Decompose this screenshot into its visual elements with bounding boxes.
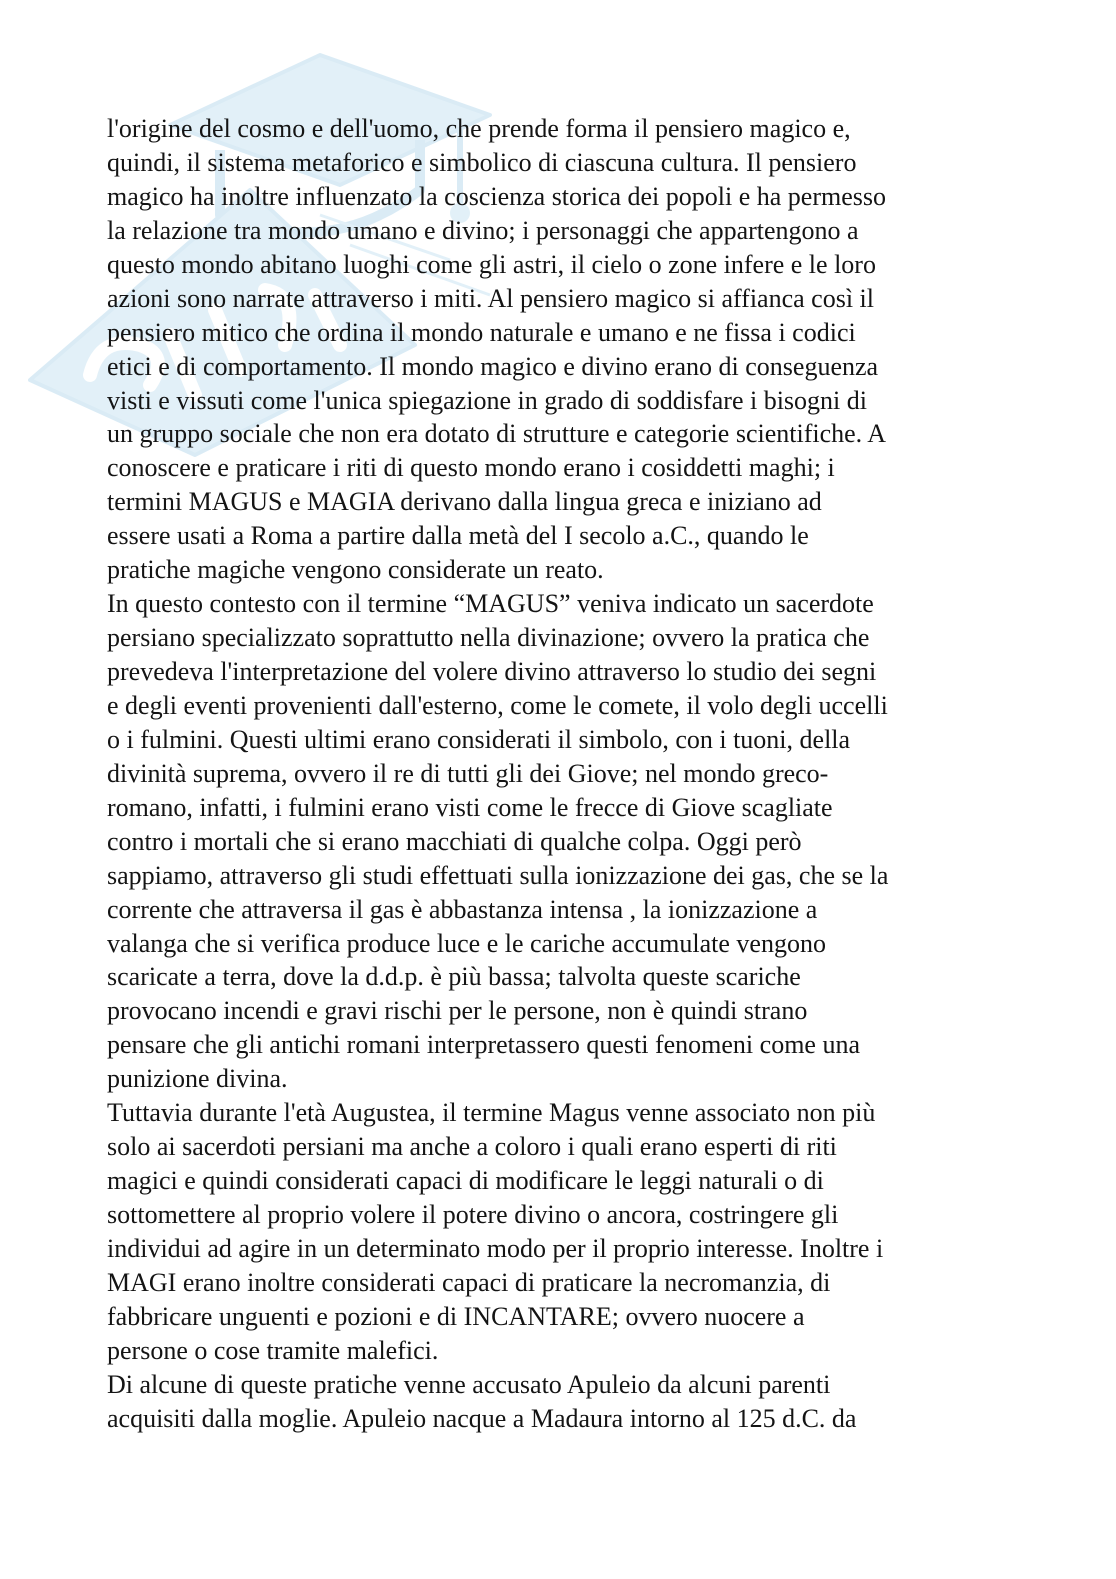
text-line: individui ad agire in un determinato modo per il proprio interesse. Inoltre i: [107, 1233, 884, 1263]
text-line: magico ha inoltre influenzato la coscienza storica dei popoli e ha permesso: [107, 181, 886, 211]
text-line: acquisiti dalla moglie. Apuleio nacque a Madaura intorno al 125 d.C. da: [107, 1403, 857, 1433]
text-line: provocano incendi e gravi rischi per le persone, non è quindi strano: [107, 996, 808, 1026]
text-line: termini MAGUS e MAGIA derivano dalla lingua greca e iniziano ad: [107, 487, 822, 517]
text-line: e degli eventi provenienti dall'esterno, come le comete, il volo degli uccelli: [107, 690, 888, 720]
text-line: romano, infatti, i fulmini erano visti come le frecce di Giove scagliate: [107, 792, 833, 822]
text-line: Tuttavia durante l'età Augustea, il termine Magus venne associato non più: [107, 1098, 876, 1128]
text-line: pensare che gli antichi romani interpretassero questi fenomeni come una: [107, 1030, 860, 1060]
document-body: [107, 112, 1007, 1436]
text-line: contro i mortali che si erano macchiati di qualche colpa. Oggi però: [107, 826, 802, 856]
text-line: MAGI erano inoltre considerati capaci di praticare la necromanzia, di: [107, 1267, 831, 1297]
text-line: conoscere e praticare i riti di questo mondo erano i cosiddetti maghi; i: [107, 453, 835, 483]
text-line: divinità suprema, ovvero il re di tutti gli dei Giove; nel mondo greco-: [107, 758, 829, 788]
text-line: magici e quindi considerati capaci di modificare le leggi naturali o di: [107, 1166, 824, 1196]
text-line: persone o cose tramite malefici.: [107, 1335, 439, 1365]
text-line: visti e vissuti come l'unica spiegazione in grado di soddisfare i bisogni di: [107, 385, 867, 415]
text-line: fabbricare unguenti e pozioni e di INCANTARE; ovvero nuocere a: [107, 1301, 805, 1331]
text-line: persiano specializzato soprattutto nella divinazione; ovvero la pratica che: [107, 623, 870, 653]
text-line: Di alcune di queste pratiche venne accusato Apuleio da alcuni parenti: [107, 1369, 831, 1399]
text-line: azioni sono narrate attraverso i miti. Al pensiero magico si affianca così il: [107, 283, 874, 313]
text-line: pratiche magiche vengono considerate un reato.: [107, 555, 604, 585]
text-line: corrente che attraversa il gas è abbastanza intensa , la ionizzazione a: [107, 894, 818, 924]
text-line: sappiamo, attraverso gli studi effettuati sulla ionizzazione dei gas, che se la: [107, 860, 889, 890]
text-line: la relazione tra mondo umano e divino; i personaggi che appartengono a: [107, 215, 859, 245]
text-line: sottomettere al proprio volere il potere divino o ancora, costringere gli: [107, 1200, 839, 1229]
text-line: o i fulmini. Questi ultimi erano considerati il simbolo, con i tuoni, della: [107, 724, 851, 754]
text-line: punizione divina.: [107, 1064, 288, 1094]
text-line: solo ai sacerdoti persiani ma anche a coloro i quali erano esperti di riti: [107, 1132, 837, 1162]
text-line: questo mondo abitano luoghi come gli astri, il cielo o zone infere e le loro: [107, 249, 876, 279]
text-line: quindi, il sistema metaforico e simbolico di ciascuna cultura. Il pensiero: [107, 147, 857, 177]
text-line: l'origine del cosmo e dell'uomo, che prende forma il pensiero magico e,: [107, 114, 851, 143]
text-line: valanga che si verifica produce luce e le cariche accumulate vengono: [107, 928, 826, 958]
text-line: In questo contesto con il termine “MAGUS” veniva indicato un sacerdote: [107, 589, 874, 619]
text-line: un gruppo sociale che non era dotato di strutture e categorie scientifiche. A: [107, 419, 886, 449]
text-line: prevedeva l'interpretazione del volere divino attraverso lo studio dei segni: [107, 657, 877, 686]
text-line: scaricate a terra, dove la d.d.p. è più bassa; talvolta queste scariche: [107, 962, 801, 992]
text-line: pensiero mitico che ordina il mondo naturale e umano e ne fissa i codici: [107, 317, 856, 347]
text-line: etici e di comportamento. Il mondo magico e divino erano di conseguenza: [107, 351, 879, 381]
text-line: essere usati a Roma a partire dalla metà del I secolo a.C., quando le: [107, 521, 809, 551]
